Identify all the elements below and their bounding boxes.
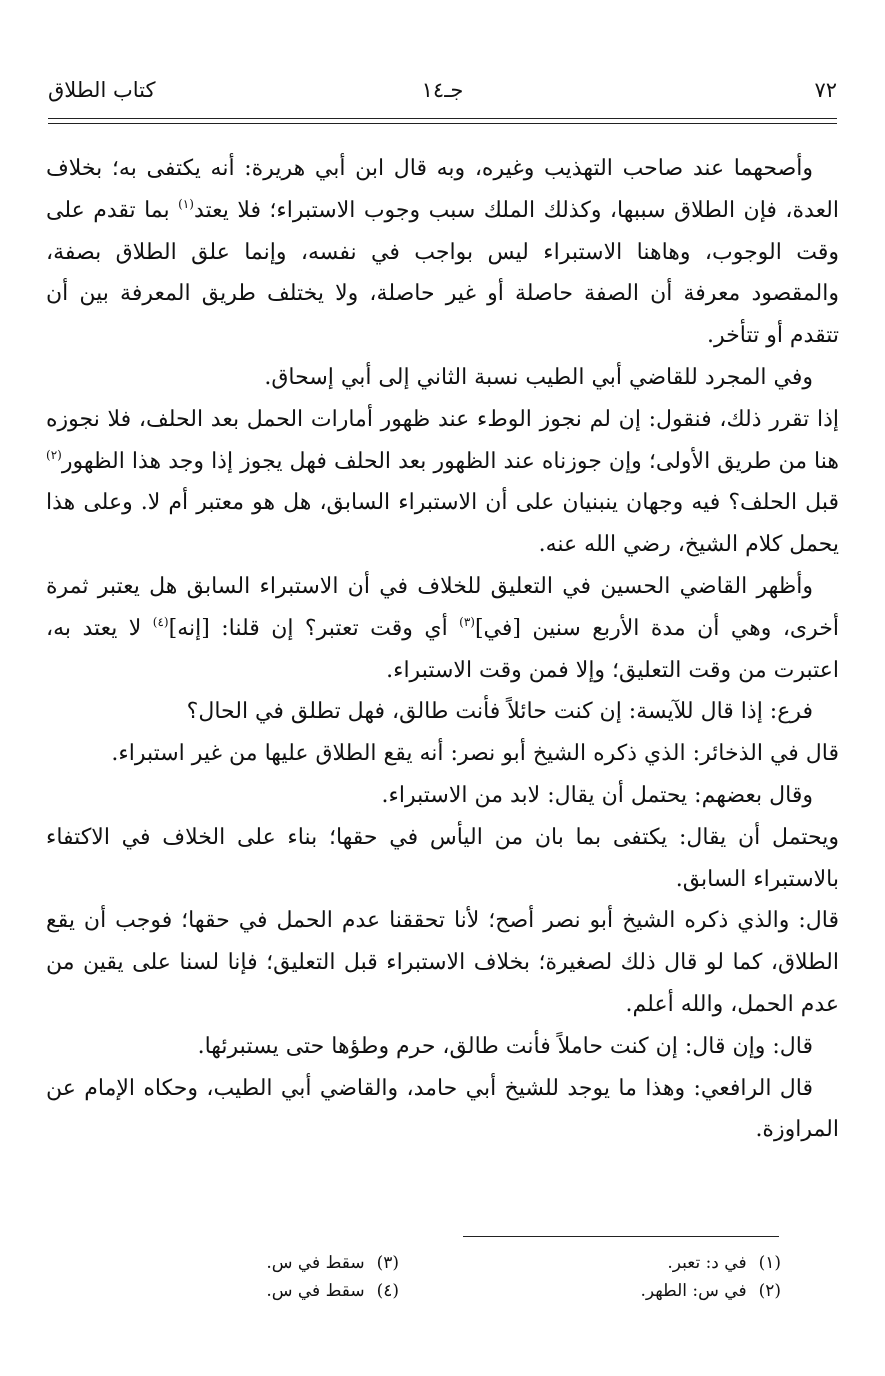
footnote-4: (٤)سقط في س.: [266, 1281, 399, 1301]
paragraph-2: وفي المجرد للقاضي أبي الطيب نسبة الثاني إلى أبي إسحاق.: [264, 364, 813, 390]
paragraph-11: قال الرافعي: وهذا ما يوجد للشيخ أبي حامد، والقاضي أبي الطيب، وحكاه الإمام عن المراوزة.: [46, 1075, 839, 1143]
paragraph-3: إذا تقرر ذلك، فنقول: إن لم نجوز الوطء عند ظهور أمارات الحمل بعد الحلف، فلا نجوزه هنا من طريق الأولى؛ وإن جوزناه عند الظهور بعد الحلف فهل يجوز إذا وجد هذا الظهور$^{(٢)}$ قبل الحلف؟ فيه وجهان ينبنيان على أن الاستبراء السابق، هل هو معتبر أم لا. وعلى هذا يحمل كلام الشيخ، رضي الله عنه.: [46, 406, 839, 558]
footnote-ref-1: (١): [178, 196, 194, 211]
paragraph-6: قال في الذخائر: الذي ذكره الشيخ أبو نصر: أنه يقع الطلاق عليها من غير استبراء.: [111, 741, 839, 767]
volume-label: جـ١٤: [421, 78, 464, 102]
footnote-2: (٢)في س: الطهر.: [640, 1281, 781, 1301]
footnote-ref-3: (٣): [459, 614, 475, 629]
page-header: [48, 78, 837, 114]
paragraph-1: وأصحهما عند صاحب التهذيب وغيره، وبه قال ابن أبي هريرة: أنه يكتفى به؛ بخلاف العدة، فإن الطلاق سببها، وكذلك الملك سبب وجوب الاستبراء؛ فلا يعتد$^{(١)}$ بما تقدم على وقت الوجوب، وهاهنا الاستبراء ليس بواجب في نفسه، وإنما علق الطلاق بصفة، والمقصود معرفة أن الصفة حاصلة أو غير حاصلة، ولا يختلف طريق المعرفة بين أن تتقدم أو تتأخر.: [46, 156, 839, 349]
header-rule-top: [48, 118, 837, 119]
paragraph-4: وأظهر القاضي الحسين في التعليق للخلاف في أن الاستبراء السابق هل يعتبر ثمرة أخرى، وهي أن مدة الأربع سنين [في]$^{(٣)}$ أي وقت تعتبر؟ إن قلنا: [إنه]$^{(٤)}$ لا يعتد به، اعتبرت من وقت التعليق؛ وإلا فمن وقت الاستبراء.: [46, 573, 839, 683]
footnote-ref-2: (٢): [46, 447, 62, 462]
paragraph-5: فرع: إذا قال للآيسة: إن كنت حائلاً فأنت طالق، فهل تطلق في الحال؟: [186, 699, 813, 725]
page-number: ٧٢: [814, 78, 837, 102]
footnote-1: (١)في د: تعبر.: [667, 1253, 781, 1273]
header-rule-bottom: [48, 123, 837, 124]
paragraph-7: وقال بعضهم: يحتمل أن يقال: لابد من الاستبراء.: [381, 782, 813, 808]
footnote-3: (٣)سقط في س.: [266, 1253, 399, 1273]
main-text: [46, 148, 839, 1151]
paragraph-10: قال: وإن قال: إن كنت حاملاً فأنت طالق، حرم وطؤها حتى يستبرئها.: [197, 1033, 813, 1059]
book-title: كتاب الطلاق: [48, 78, 156, 102]
footnote-rule: [463, 1236, 779, 1237]
paragraph-8: ويحتمل أن يقال: يكتفى بما بان من اليأس في حقها؛ بناء على الخلاف في الاكتفاء بالاستبراء السابق.: [46, 824, 839, 892]
paragraph-9: قال: والذي ذكره الشيخ أبو نصر أصح؛ لأنا تحققنا عدم الحمل في حقها؛ فوجب أن يقع الطلاق، كما لو قال ذلك لصغيرة؛ بخلاف الاستبراء قبل التعليق؛ فإنا لسنا على يقين من عدم الحمل، والله أعلم.: [46, 908, 839, 1017]
footnote-ref-4: (٤): [152, 614, 169, 629]
